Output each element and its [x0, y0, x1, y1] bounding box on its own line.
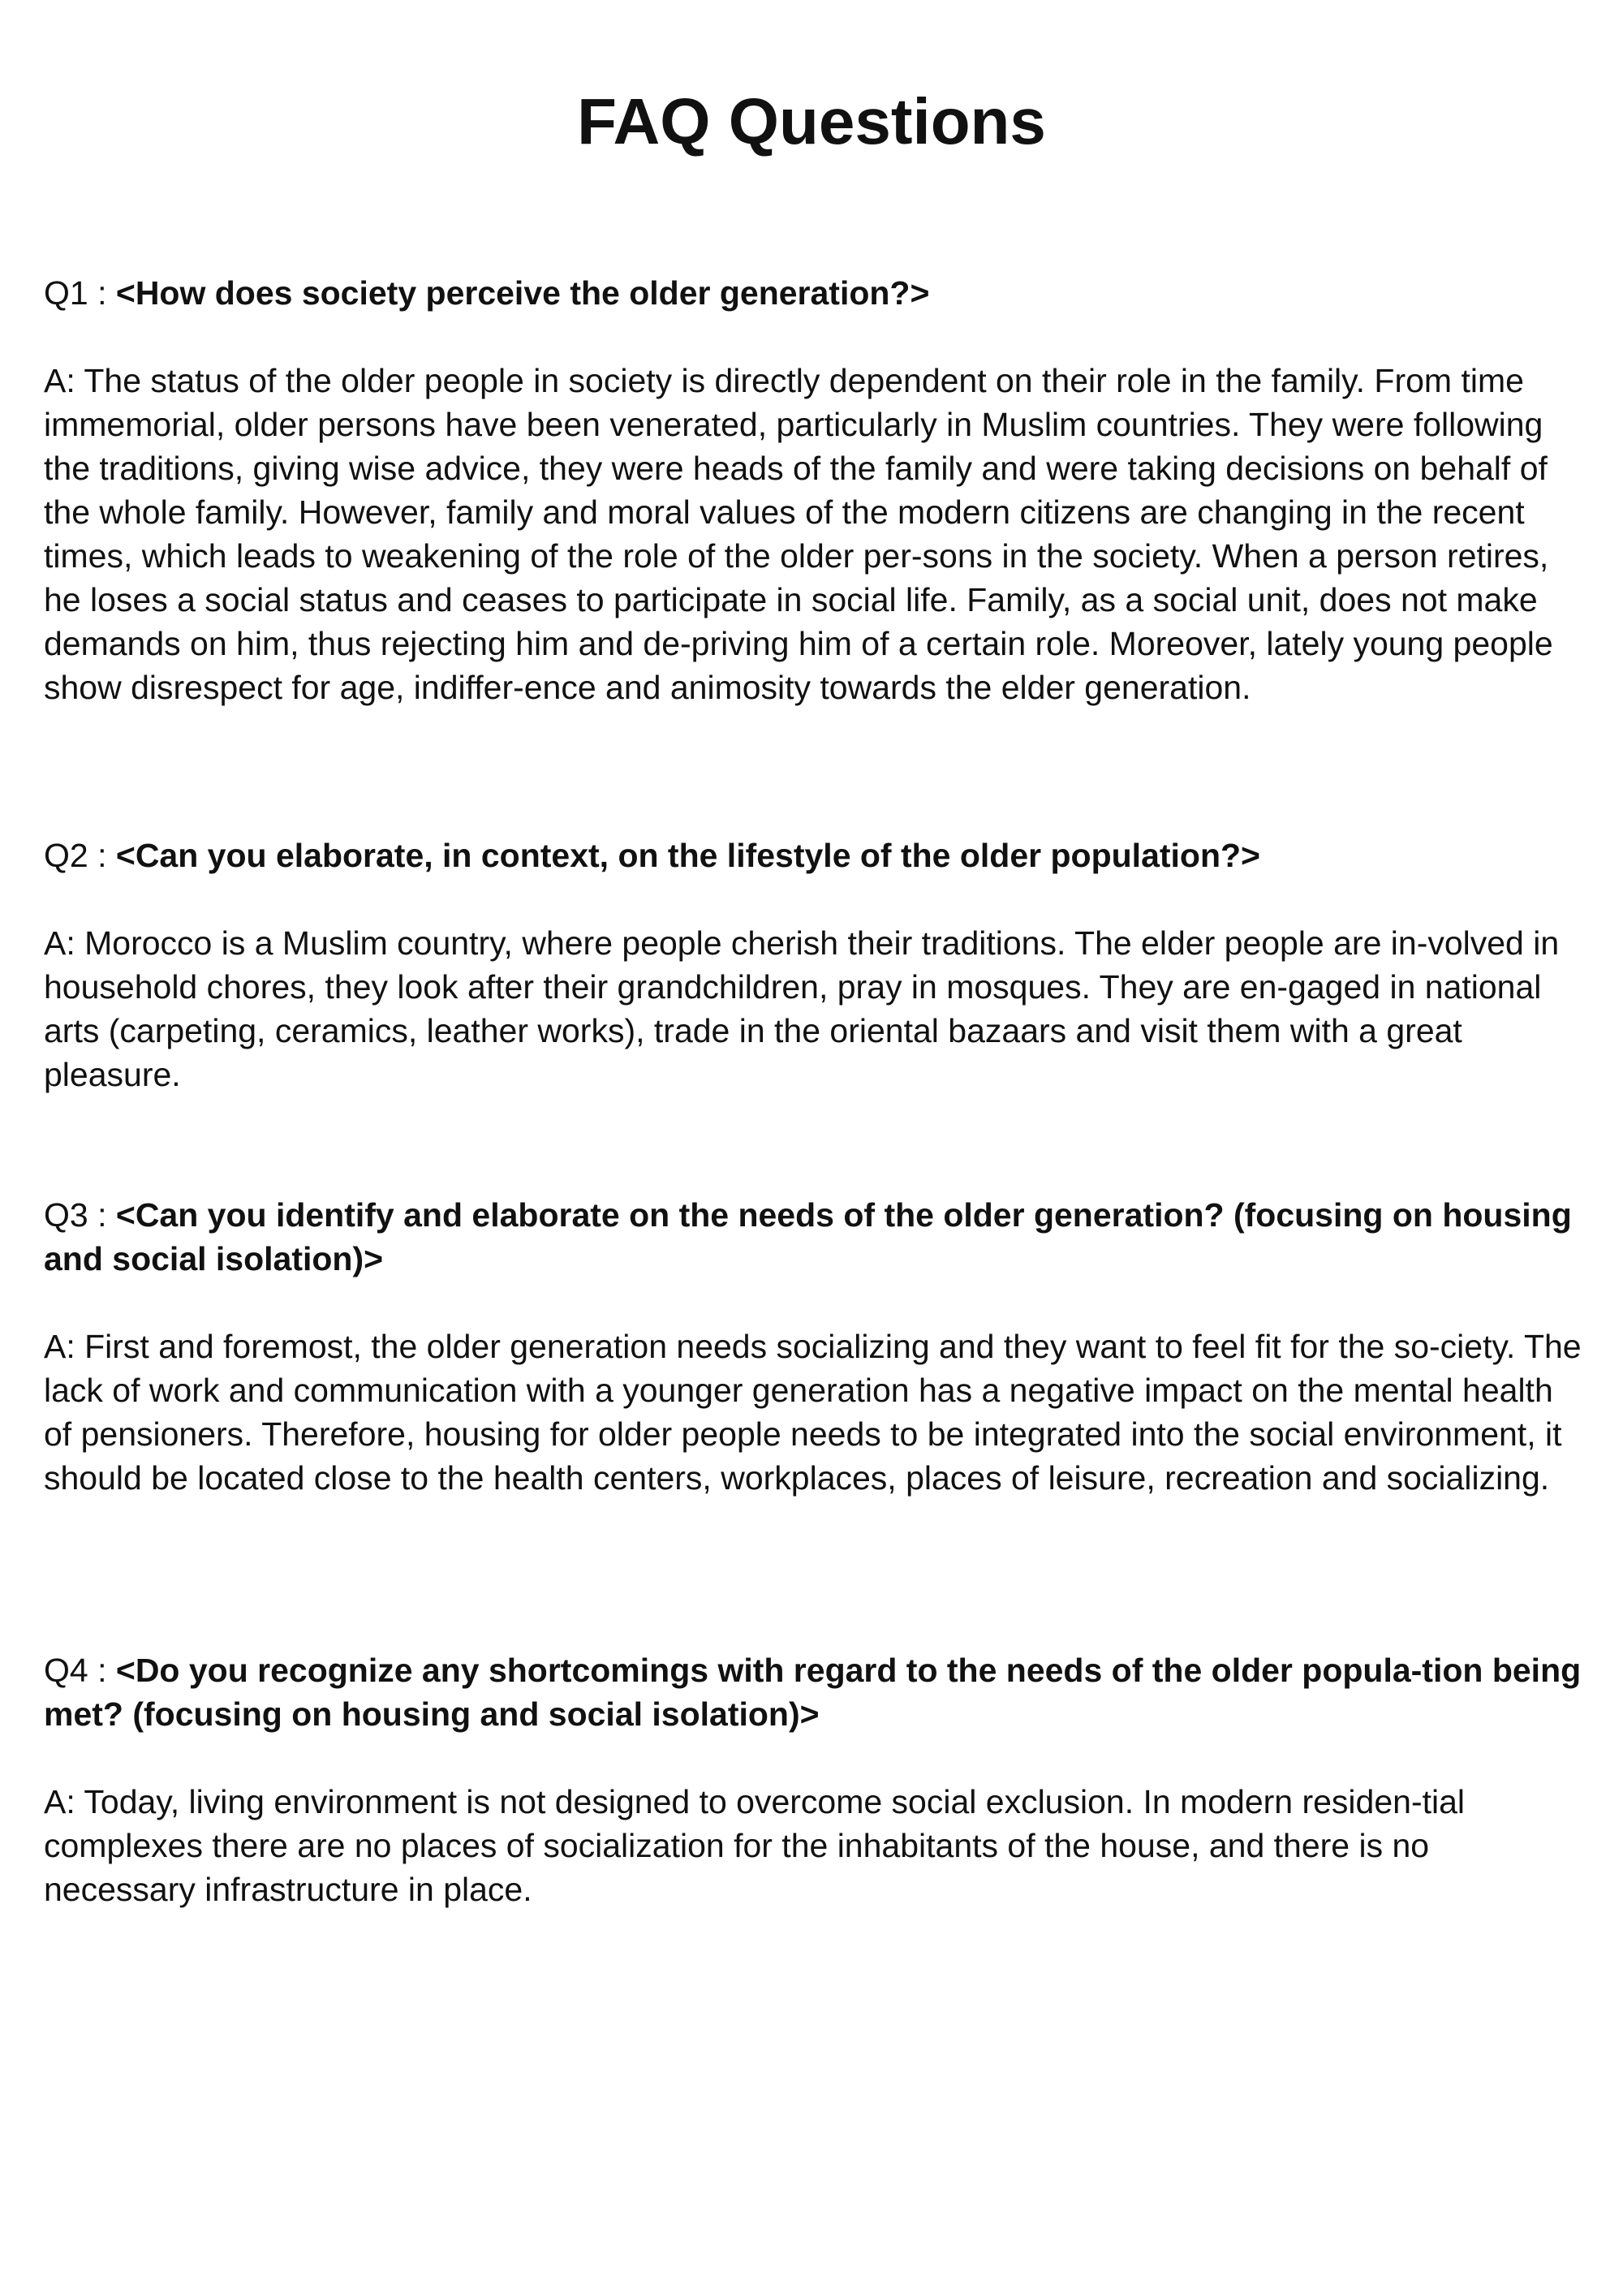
faq-item-3 [44, 1193, 1586, 1500]
page-title: FAQ Questions [577, 85, 1046, 157]
faq-question [44, 1648, 1586, 1736]
faq-question [44, 1193, 1586, 1281]
question-label: Q2 : [44, 837, 116, 874]
faq-question [44, 271, 1586, 315]
faq-answer: A: The status of the older people in society is directly dependent on their role in the family. From time immemorial, older persons have been venerated, particularly in Muslim countries. They were following the traditions, giving wise advice, they were heads of the family and were taking decisions on behalf of the whole family. However, family and moral values of the modern citizens are changing in the recent times, which leads to weakening of the role of the older per-sons in the society. When a person retires, he loses a social status and ceases to participate in social life. Family, as a social unit, does not make demands on him, thus rejecting him and de-priving him of a certain role. Moreover, lately young people show disrespect for age, indiffer-ence and animosity towards the elder generation. [44, 362, 1553, 706]
faq-item-4 [44, 1648, 1586, 1911]
faq-question [44, 834, 1586, 877]
faq-item-2 [44, 834, 1586, 1096]
faq-answer: A: Morocco is a Muslim country, where people cherish their traditions. The elder people are in-volved in household chores, they look after their grandchildren, pray in mosques. They are en-gaged in national arts (carpeting, ceramics, leather works), trade in the oriental bazaars and visit them with a great pleasure. [44, 924, 1560, 1093]
question-text: <Do you recognize any shortcomings with regard to the needs of the older popula-tion being met? (focusing on housing and social isolation)> [44, 1652, 1582, 1733]
question-label: Q3 : [44, 1196, 116, 1234]
question-text: <Can you elaborate, in context, on the lifestyle of the older population?> [115, 837, 1260, 874]
question-text: <How does society perceive the older generation?> [115, 274, 930, 312]
faq-answer: A: First and foremost, the older generation needs socializing and they want to feel fit for the so-ciety. The lack of work and communication with a younger generation has a negative impact on the mental health of pensioners. Therefore, housing for older people needs to be integrated into the social environment, it should be located close to the health centers, workplaces, places of leisure, recreation and socializing. [44, 1328, 1582, 1497]
question-label: Q4 : [44, 1652, 116, 1689]
faq-item-1 [44, 271, 1586, 709]
question-label: Q1 : [44, 274, 116, 312]
faq-answer: A: Today, living environment is not designed to overcome social exclusion. In modern residen-tial complexes there are no places of socialization for the inhabitants of the house, and there is no necessary infrastructure in place. [44, 1783, 1466, 1908]
question-text: <Can you identify and elaborate on the needs of the older generation? (focusing on housing and social isolation)> [44, 1196, 1572, 1277]
